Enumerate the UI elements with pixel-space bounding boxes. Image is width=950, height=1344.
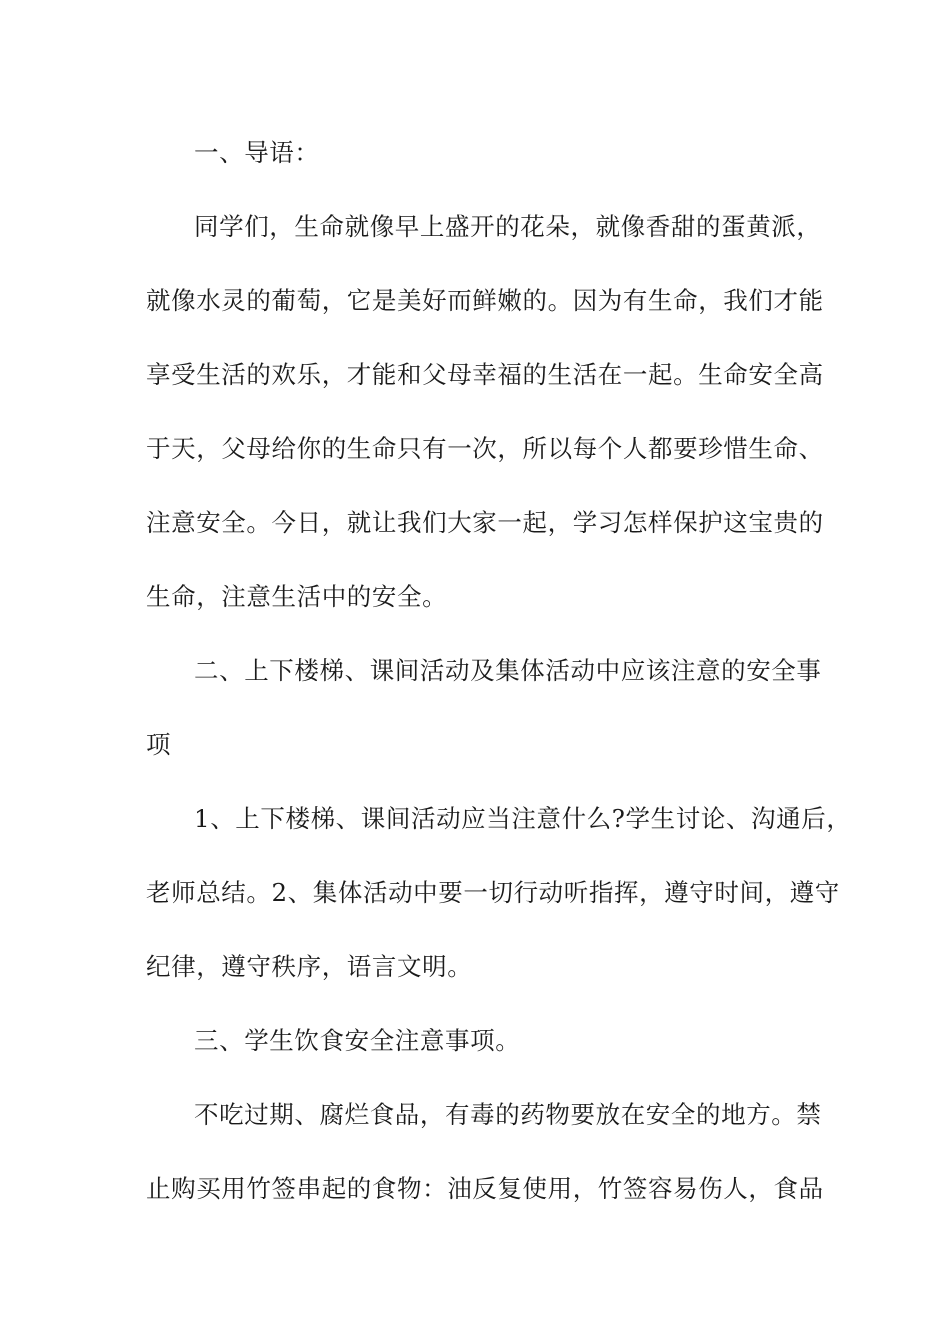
paragraph-line: 享受生活的欢乐，才能和父母幸福的生活在一起。生命安全高 <box>146 360 824 389</box>
paragraph-line: 就像水灵的葡萄，它是美好而鲜嫩的。因为有生命，我们才能 <box>146 286 824 315</box>
paragraph-line: 老师总结。2、集体活动中要一切行动听指挥，遵守时间，遵守 <box>146 878 840 907</box>
paragraph-line: 于天，父母给你的生命只有一次，所以每个人都要珍惜生命、 <box>146 434 824 463</box>
paragraph-line: 纪律，遵守秩序，语言文明。 <box>146 952 473 981</box>
section-heading-food: 三、学生饮食安全注意事项。 <box>194 1026 521 1055</box>
paragraph-line: 不吃过期、腐烂食品，有毒的药物要放在安全的地方。禁 <box>194 1100 822 1129</box>
section-heading-intro: 一、导语： <box>194 138 320 167</box>
section-heading-stairs: 二、上下楼梯、课间活动及集体活动中应该注意的安全事 <box>194 656 822 685</box>
paragraph-line: 同学们，生命就像早上盛开的花朵，就像香甜的蛋黄派， <box>194 212 822 241</box>
section-heading-stairs-cont: 项 <box>146 730 172 759</box>
paragraph-line: 1、上下楼梯、课间活动应当注意什么?学生讨论、沟通后， <box>194 804 852 833</box>
paragraph-line: 止购买用竹签串起的食物：油反复使用，竹签容易伤人，食品 <box>146 1174 824 1203</box>
paragraph-line: 注意安全。今日，就让我们大家一起，学习怎样保护这宝贵的 <box>146 508 824 537</box>
paragraph-line: 生命，注意生活中的安全。 <box>146 582 448 611</box>
